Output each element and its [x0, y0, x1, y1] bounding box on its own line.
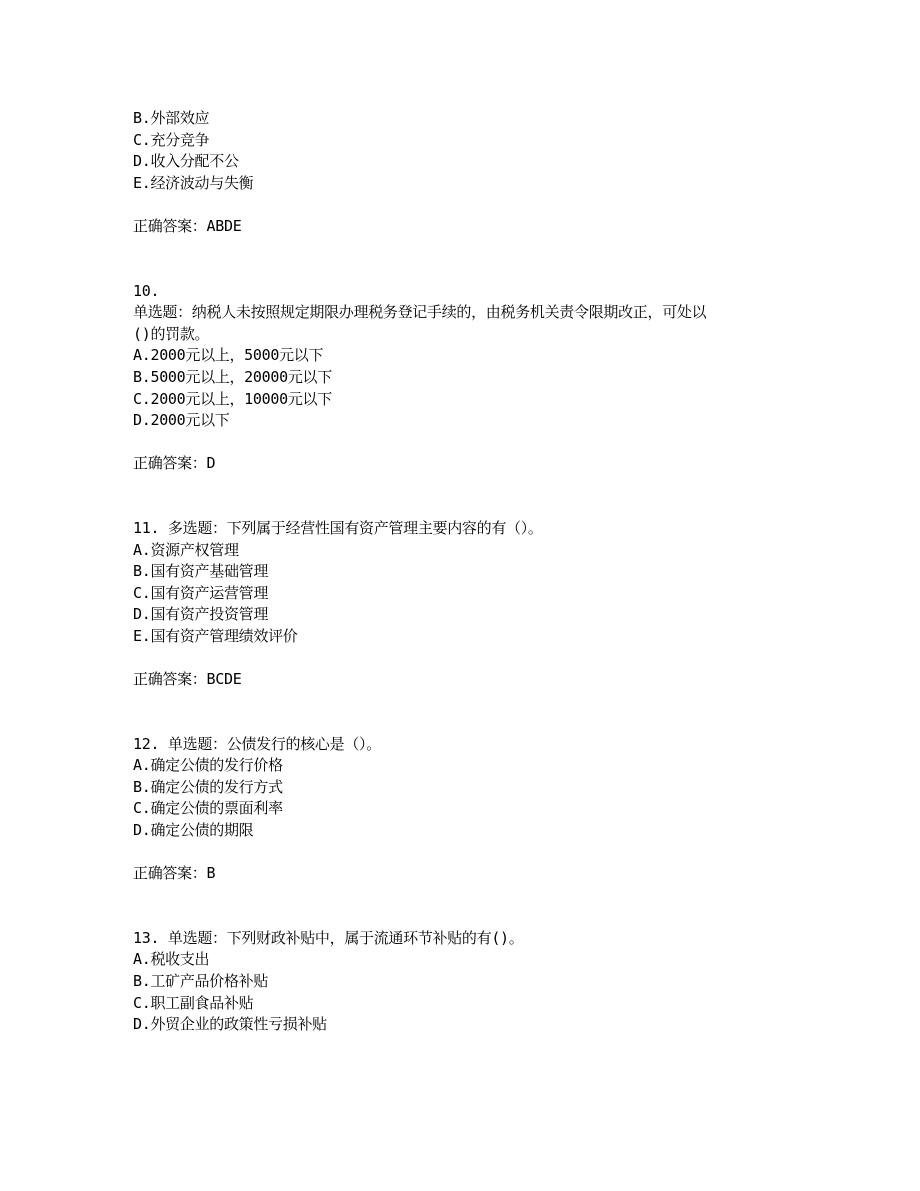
option-d: D.外贸企业的政策性亏损补贴 [133, 1015, 327, 1034]
question-10 [133, 281, 793, 475]
option-e: E.国有资产管理绩效评价 [133, 626, 298, 645]
option-b: B.5000元以上，20000元以下 [133, 367, 332, 386]
question-stem-continued: ()的罚款。 [133, 324, 210, 343]
option-b: B.外部效应 [133, 109, 210, 127]
option-c: C.职工副食品补贴 [133, 993, 254, 1012]
option-d: D.确定公债的期限 [133, 821, 254, 840]
answer: 正确答案：B [133, 864, 216, 883]
option-a: A.2000元以上，5000元以下 [133, 346, 324, 365]
option-b: B.国有资产基础管理 [133, 562, 269, 581]
option-a: A.资源产权管理 [133, 540, 239, 559]
answer: 正确答案：BCDE [133, 670, 242, 689]
option-a: A.税收支出 [133, 950, 210, 969]
option-d: D.国有资产投资管理 [133, 605, 269, 624]
question-12 [133, 734, 793, 885]
exam-page [133, 108, 793, 1036]
question-stem: 13. 单选题：下列财政补贴中，属于流通环节补贴的有()。 [133, 928, 524, 947]
option-b: B.工矿产品价格补贴 [133, 972, 269, 990]
option-a: A.确定公债的发行价格 [133, 756, 283, 775]
answer: 正确答案：ABDE [133, 216, 242, 235]
answer: 正确答案：D [133, 454, 216, 473]
question-9-tail [133, 108, 793, 238]
question-11 [133, 518, 793, 691]
option-d: D.2000元以下 [133, 411, 230, 430]
option-b: B.确定公债的发行方式 [133, 777, 283, 796]
question-13 [133, 928, 793, 1036]
option-c: C.2000元以上，10000元以下 [133, 389, 332, 408]
option-c: C.充分竞争 [133, 130, 210, 149]
option-c: C.确定公债的票面利率 [133, 799, 283, 818]
option-e: E.经济波动与失衡 [133, 173, 254, 192]
question-stem: 11. 多选题：下列属于经营性国有资产管理主要内容的有（）。 [133, 518, 543, 537]
option-d: D.收入分配不公 [133, 152, 239, 171]
question-stem: 12. 单选题：公债发行的核心是（）。 [133, 734, 381, 753]
question-stem: 单选题：纳税人未按照规定期限办理税务登记手续的，由税务机关责令限期改正，可处以 [133, 303, 707, 322]
option-c: C.国有资产运营管理 [133, 583, 269, 602]
question-number: 10. [133, 281, 160, 300]
